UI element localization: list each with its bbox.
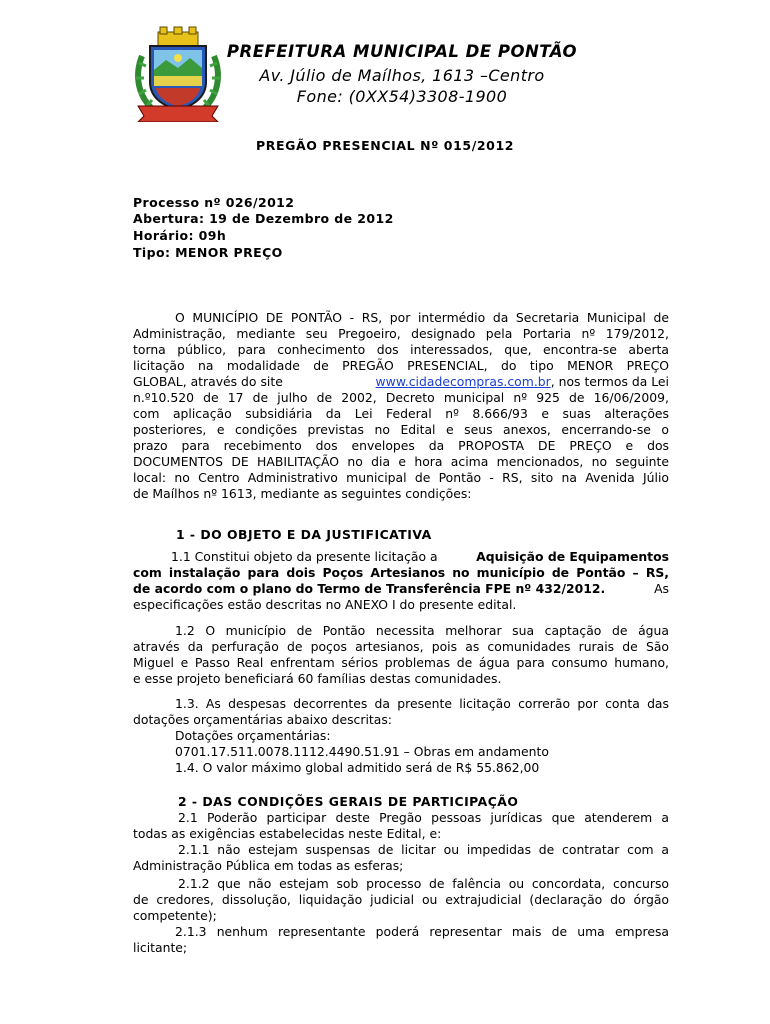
intro-line: torna público, para conhecimento dos interessados, que, encontra-se aberta <box>133 342 669 357</box>
intro-line: local: no Centro Administrativo municipal de Pontão - RS, sito na Avenida Júlio <box>133 470 669 485</box>
clause-2-1-1-line: Administração Pública em todas as esferas; <box>133 858 404 873</box>
bid-type: Tipo: MENOR PREÇO <box>133 245 283 260</box>
intro-text: GLOBAL, através do site <box>133 374 283 389</box>
intro-text: , nos termos da Lei <box>550 374 669 389</box>
clause-2-1-line: 2.1 Poderão participar deste Pregão pessoas jurídicas que atenderem a <box>178 810 669 825</box>
clause-text: 1.1 Constitui objeto da presente licitação a <box>171 549 438 564</box>
clause-1-1 <box>171 549 669 565</box>
clause-1-2-line: 1.2 O município de Pontão necessita melhorar sua captação de água <box>175 623 669 638</box>
clause-1-3-line: dotações orçamentárias abaixo descritas: <box>133 712 392 727</box>
intro-line <box>133 374 669 390</box>
municipality-title: PREFEITURA MUNICIPAL DE PONTÃO <box>226 42 578 61</box>
intro-line: n.º10.520 de 17 de julho de 2002, Decreto municipal nº 925 de 16/06/2009, <box>133 390 669 405</box>
intro-line: Administração, mediante seu Pregoeiro, designado pela Portaria nº 179/2012, <box>133 326 669 341</box>
budget-code: 0701.17.511.0078.1112.4490.51.91 – Obras em andamento <box>175 744 549 759</box>
clause-2-1-3-line: 2.1.3 nenhum representante poderá representar mais de uma empresa <box>175 924 669 939</box>
intro-line: prazo para recebimento dos envelopes da PROPOSTA DE PREÇO e dos <box>133 438 669 453</box>
clause-1-4: 1.4. O valor máximo global admitido será de R$ 55.862,00 <box>175 760 540 775</box>
clause-text: As <box>654 581 669 596</box>
clause-1-2-line: através da perfuração de poços artesianos, pois as comunidades rurais de São <box>133 639 669 654</box>
intro-line: O MUNICÍPIO DE PONTÃO - RS, por intermédio da Secretaria Municipal de <box>175 310 669 325</box>
clause-text-bold: de acordo com o plano do Termo de Transferência FPE nº 432/2012. <box>133 581 606 596</box>
clause-2-1-3-line: licitante; <box>133 940 188 955</box>
clause-text-bold: Aquisição de Equipamentos <box>476 549 669 564</box>
clause-1-2-line: e esse projeto beneficiará 60 famílias destas comunidades. <box>133 671 502 686</box>
intro-line: de Maílhos nº 1613, mediante as seguintes condições: <box>133 486 472 501</box>
clause-2-1-2-line: de credores, dissolução, liquidação judicial ou extrajudicial (declaração do órgão <box>133 892 669 907</box>
section-2-heading: 2 - DAS CONDIÇÕES GERAIS DE PARTICIPAÇÃO <box>178 794 519 809</box>
intro-line: DOCUMENTOS DE HABILITAÇÃO no dia e hora acima mencionados, no seguinte <box>133 454 669 469</box>
clause-2-1-line: todas as exigências estabelecidas neste Edital, e: <box>133 826 442 841</box>
intro-line: com aplicação subsidiária da Lei Federal nº 8.666/93 e suas alterações <box>133 406 669 421</box>
document-title: PREGÃO PRESENCIAL Nº 015/2012 <box>255 138 515 153</box>
clause-1-1-line: especificações estão descritas no ANEXO I do presente edital. <box>133 597 517 612</box>
municipality-phone: Fone: (0XX54)3308-1900 <box>296 87 508 106</box>
clause-2-1-1-line: 2.1.1 não estejam suspensas de licitar ou impedidas de contratar com a <box>178 842 669 857</box>
clause-1-1-line <box>133 581 669 597</box>
clause-1-3-line: 1.3. As despesas decorrentes da presente licitação correrão por conta das <box>175 696 669 711</box>
opening-date: Abertura: 19 de Dezembro de 2012 <box>133 211 394 226</box>
clause-1-2-line: Miguel e Passo Real enfrentam sérios problemas de água para consumo humano, <box>133 655 669 670</box>
municipal-coat-of-arms <box>132 26 224 122</box>
processo-number: Processo nº 026/2012 <box>133 195 295 210</box>
municipality-address: Av. Júlio de Maílhos, 1613 –Centro <box>259 66 545 85</box>
cidadecompras-link[interactable]: www.cidadecompras.com.br <box>375 374 551 389</box>
clause-2-1-2-line: 2.1.2 que não estejam sob processo de falência ou concordata, concurso <box>178 876 669 891</box>
intro-line: posteriores, e condições previstas no Edital e seus anexos, encerrando-se o <box>133 422 669 437</box>
intro-line: licitação na modalidade de PREGÃO PRESENCIAL, do tipo MENOR PREÇO <box>133 358 669 373</box>
section-1-heading: 1 - DO OBJETO E DA JUSTIFICATIVA <box>176 527 432 542</box>
clause-2-1-2-line: competente); <box>133 908 217 923</box>
opening-time: Horário: 09h <box>133 228 227 243</box>
clause-1-1-line: com instalação para dois Poços Artesianos no município de Pontão – RS, <box>133 565 669 580</box>
budget-label: Dotações orçamentárias: <box>175 728 331 743</box>
